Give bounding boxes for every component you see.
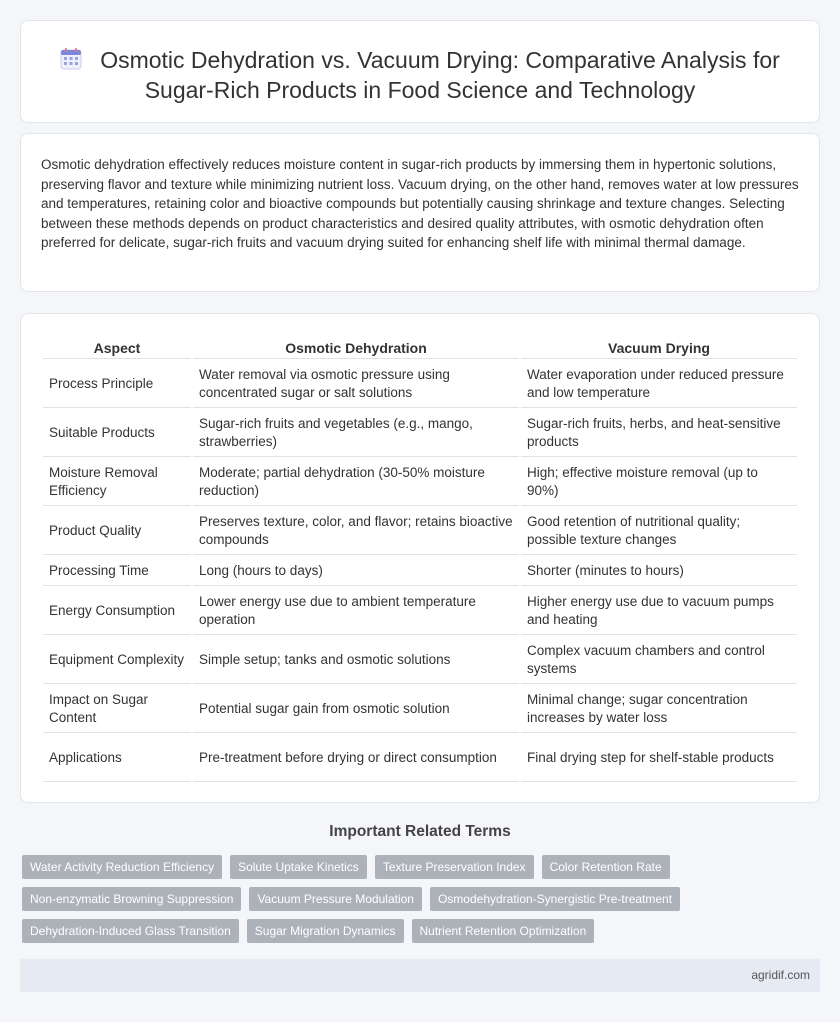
vacuum-cell: Good retention of nutritional quality; possible texture changes bbox=[521, 508, 797, 555]
related-term-tag[interactable]: Nutrient Retention Optimization bbox=[412, 919, 595, 943]
osmotic-cell: Water removal via osmotic pressure using concentrated sugar or salt solutions bbox=[193, 361, 519, 408]
vacuum-cell: Higher energy use due to vacuum pumps and heating bbox=[521, 588, 797, 635]
vacuum-cell: Minimal change; sugar concentration increases by water loss bbox=[521, 686, 797, 733]
osmotic-cell: Long (hours to days) bbox=[193, 557, 519, 586]
aspect-cell: Impact on Sugar Content bbox=[43, 686, 191, 733]
related-term-tag[interactable]: Solute Uptake Kinetics bbox=[230, 855, 367, 879]
intro-paragraph: Osmotic dehydration effectively reduces moisture content in sugar-rich products by immersing them in hypertonic solutions, preserving flavor and texture while minimizing nutrient loss. Vacuum drying, on the other hand, removes water at low pressures and temperatures, retaining color and bioactive compounds but potentially causing shrinkage and texture changes. Selecting between these methods depends on product characteristics and desired quality attributes, with osmotic dehydration often preferred for delicate, sugar-rich fruits and vacuum drying suited for enhancing shelf life with minimal thermal damage. bbox=[41, 157, 799, 250]
table-row bbox=[43, 588, 797, 635]
table-row bbox=[43, 686, 797, 733]
intro-card bbox=[20, 133, 820, 292]
aspect-cell: Energy Consumption bbox=[43, 588, 191, 635]
comparison-table bbox=[41, 334, 799, 784]
header-vacuum: Vacuum Drying bbox=[521, 336, 797, 359]
title-wrap bbox=[21, 45, 819, 105]
related-terms-list bbox=[22, 855, 822, 951]
vacuum-cell: Sugar-rich fruits, herbs, and heat-sensitive products bbox=[521, 410, 797, 457]
related-term-tag[interactable]: Water Activity Reduction Efficiency bbox=[22, 855, 222, 879]
page-title: Osmotic Dehydration vs. Vacuum Drying: Comparative Analysis for Sugar-Rich Products in Food Science and Technology bbox=[100, 47, 780, 103]
related-term-tag[interactable]: Vacuum Pressure Modulation bbox=[249, 887, 422, 911]
comparison-card bbox=[20, 313, 820, 803]
osmotic-cell: Sugar-rich fruits and vegetables (e.g., mango, strawberries) bbox=[193, 410, 519, 457]
osmotic-cell: Moderate; partial dehydration (30-50% moisture reduction) bbox=[193, 459, 519, 506]
calendar-icon bbox=[60, 48, 82, 70]
osmotic-cell: Lower energy use due to ambient temperature operation bbox=[193, 588, 519, 635]
table-header-row bbox=[43, 336, 797, 359]
vacuum-cell: Final drying step for shelf-stable products bbox=[521, 735, 797, 782]
osmotic-cell: Simple setup; tanks and osmotic solutions bbox=[193, 637, 519, 684]
related-term-tag[interactable]: Color Retention Rate bbox=[542, 855, 670, 879]
related-term-tag[interactable]: Osmodehydration-Synergistic Pre-treatment bbox=[430, 887, 680, 911]
table-row bbox=[43, 735, 797, 782]
aspect-cell: Moisture Removal Efficiency bbox=[43, 459, 191, 506]
table-row bbox=[43, 637, 797, 684]
related-term-tag[interactable]: Sugar Migration Dynamics bbox=[247, 919, 404, 943]
header-aspect: Aspect bbox=[43, 336, 191, 359]
vacuum-cell: Water evaporation under reduced pressure and low temperature bbox=[521, 361, 797, 408]
vacuum-cell: Complex vacuum chambers and control systems bbox=[521, 637, 797, 684]
aspect-cell: Equipment Complexity bbox=[43, 637, 191, 684]
vacuum-cell: High; effective moisture removal (up to 90%) bbox=[521, 459, 797, 506]
table-row bbox=[43, 410, 797, 457]
table-row bbox=[43, 557, 797, 586]
aspect-cell: Applications bbox=[43, 735, 191, 782]
title-card bbox=[20, 20, 820, 123]
table-row bbox=[43, 508, 797, 555]
footer-site-link[interactable]: agridif.com bbox=[751, 968, 810, 982]
table-row bbox=[43, 361, 797, 408]
aspect-cell: Process Principle bbox=[43, 361, 191, 408]
osmotic-cell: Preserves texture, color, and flavor; retains bioactive compounds bbox=[193, 508, 519, 555]
tag-row bbox=[22, 919, 822, 943]
header-osmotic: Osmotic Dehydration bbox=[193, 336, 519, 359]
vacuum-cell: Shorter (minutes to hours) bbox=[521, 557, 797, 586]
osmotic-cell: Potential sugar gain from osmotic solution bbox=[193, 686, 519, 733]
table-row bbox=[43, 459, 797, 506]
related-term-tag[interactable]: Texture Preservation Index bbox=[375, 855, 534, 879]
aspect-cell: Suitable Products bbox=[43, 410, 191, 457]
calendar-icon-graphic bbox=[60, 48, 82, 70]
tag-row bbox=[22, 855, 822, 879]
related-terms-heading: Important Related Terms bbox=[329, 823, 511, 840]
footer-bar bbox=[20, 959, 820, 992]
related-term-tag[interactable]: Non-enzymatic Browning Suppression bbox=[22, 887, 241, 911]
aspect-cell: Product Quality bbox=[43, 508, 191, 555]
related-term-tag[interactable]: Dehydration-Induced Glass Transition bbox=[22, 919, 239, 943]
osmotic-cell: Pre-treatment before drying or direct consumption bbox=[193, 735, 519, 782]
tag-row bbox=[22, 887, 822, 911]
aspect-cell: Processing Time bbox=[43, 557, 191, 586]
